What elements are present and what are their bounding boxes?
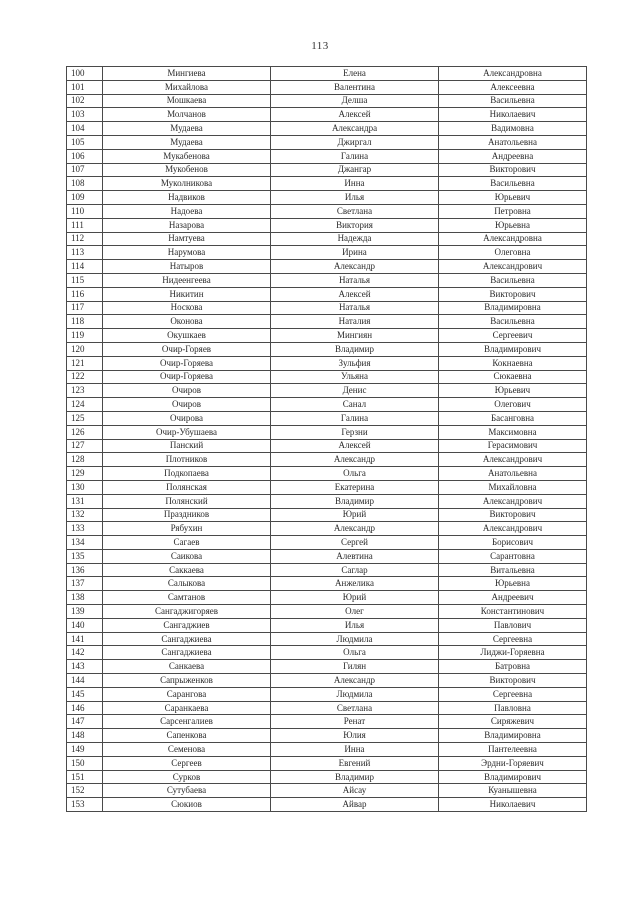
- table-row: [67, 67, 587, 81]
- patronymic-cell: Кокнаевна: [439, 356, 587, 370]
- first-name-cell: Санал: [271, 398, 439, 412]
- row-number-cell: 120: [67, 342, 103, 356]
- patronymic-cell: Лиджи-Горяевна: [439, 646, 587, 660]
- row-number-cell: 152: [67, 784, 103, 798]
- surname-cell: Сангаджиева: [103, 632, 271, 646]
- first-name-cell: Екатерина: [271, 480, 439, 494]
- row-number-cell: 150: [67, 756, 103, 770]
- patronymic-cell: Васильевна: [439, 315, 587, 329]
- table-row: [67, 356, 587, 370]
- surname-cell: Сангаджиева: [103, 646, 271, 660]
- first-name-cell: Ренат: [271, 715, 439, 729]
- page-number: 113: [311, 40, 329, 52]
- patronymic-cell: Витальевна: [439, 563, 587, 577]
- row-number-cell: 121: [67, 356, 103, 370]
- table-row: [67, 632, 587, 646]
- patronymic-cell: Николаевич: [439, 108, 587, 122]
- surname-cell: Очир-Убушаева: [103, 425, 271, 439]
- patronymic-cell: Андреевич: [439, 591, 587, 605]
- row-number-cell: 116: [67, 287, 103, 301]
- patronymic-cell: Александрович: [439, 494, 587, 508]
- patronymic-cell: Михайловна: [439, 480, 587, 494]
- row-number-cell: 134: [67, 536, 103, 550]
- row-number-cell: 144: [67, 674, 103, 688]
- row-number-cell: 142: [67, 646, 103, 660]
- surname-cell: Сергеев: [103, 756, 271, 770]
- row-number-cell: 148: [67, 729, 103, 743]
- surname-cell: Оконова: [103, 315, 271, 329]
- surname-cell: Сутубаева: [103, 784, 271, 798]
- row-number-cell: 112: [67, 232, 103, 246]
- patronymic-cell: Юрьевна: [439, 577, 587, 591]
- table-row: [67, 411, 587, 425]
- surname-cell: Носкова: [103, 301, 271, 315]
- row-number-cell: 117: [67, 301, 103, 315]
- first-name-cell: Наталья: [271, 301, 439, 315]
- table-row: [67, 729, 587, 743]
- surname-cell: Никитин: [103, 287, 271, 301]
- patronymic-cell: Викторович: [439, 287, 587, 301]
- patronymic-cell: Сергеевич: [439, 329, 587, 343]
- patronymic-cell: Сарантовна: [439, 549, 587, 563]
- patronymic-cell: Александровна: [439, 232, 587, 246]
- patronymic-cell: Викторович: [439, 674, 587, 688]
- first-name-cell: Владимир: [271, 770, 439, 784]
- first-name-cell: Виктория: [271, 218, 439, 232]
- patronymic-cell: Александровна: [439, 67, 587, 81]
- table-row: [67, 549, 587, 563]
- first-name-cell: Светлана: [271, 204, 439, 218]
- row-number-cell: 106: [67, 149, 103, 163]
- first-name-cell: Анжелика: [271, 577, 439, 591]
- first-name-cell: Джиргал: [271, 135, 439, 149]
- surname-cell: Полянская: [103, 480, 271, 494]
- table-row: [67, 246, 587, 260]
- first-name-cell: Владимир: [271, 342, 439, 356]
- row-number-cell: 104: [67, 122, 103, 136]
- first-name-cell: Олег: [271, 605, 439, 619]
- first-name-cell: Людмила: [271, 632, 439, 646]
- first-name-cell: Инна: [271, 177, 439, 191]
- table-row: [67, 508, 587, 522]
- table-row: [67, 770, 587, 784]
- first-name-cell: Зульфия: [271, 356, 439, 370]
- patronymic-cell: Юрьевич: [439, 384, 587, 398]
- table-row: [67, 660, 587, 674]
- first-name-cell: Надежда: [271, 232, 439, 246]
- row-number-cell: 105: [67, 135, 103, 149]
- first-name-cell: Айвар: [271, 798, 439, 812]
- surname-cell: Надвиков: [103, 191, 271, 205]
- table-row: [67, 605, 587, 619]
- patronymic-cell: Герасимович: [439, 439, 587, 453]
- patronymic-cell: Викторович: [439, 508, 587, 522]
- surname-cell: Мошкаева: [103, 94, 271, 108]
- first-name-cell: Александр: [271, 260, 439, 274]
- table-row: [67, 480, 587, 494]
- table-row: [67, 494, 587, 508]
- row-number-cell: 119: [67, 329, 103, 343]
- first-name-cell: Ольга: [271, 646, 439, 660]
- row-number-cell: 135: [67, 549, 103, 563]
- row-number-cell: 118: [67, 315, 103, 329]
- surname-cell: Очиров: [103, 384, 271, 398]
- row-number-cell: 141: [67, 632, 103, 646]
- row-number-cell: 103: [67, 108, 103, 122]
- patronymic-cell: Сергеевна: [439, 687, 587, 701]
- first-name-cell: Юрий: [271, 508, 439, 522]
- row-number-cell: 146: [67, 701, 103, 715]
- row-number-cell: 102: [67, 94, 103, 108]
- surname-cell: Плотников: [103, 453, 271, 467]
- table-row: [67, 80, 587, 94]
- surname-cell: Мудаева: [103, 135, 271, 149]
- patronymic-cell: Алексеевна: [439, 80, 587, 94]
- patronymic-cell: Владимировна: [439, 301, 587, 315]
- first-name-cell: Алексей: [271, 287, 439, 301]
- patronymic-cell: Басанговна: [439, 411, 587, 425]
- patronymic-cell: Сергеевна: [439, 632, 587, 646]
- table-row: [67, 577, 587, 591]
- surname-cell: Сапенкова: [103, 729, 271, 743]
- row-number-cell: 132: [67, 508, 103, 522]
- first-name-cell: Галина: [271, 149, 439, 163]
- first-name-cell: Евгений: [271, 756, 439, 770]
- patronymic-cell: Сюкаевна: [439, 370, 587, 384]
- surname-cell: Натыров: [103, 260, 271, 274]
- row-number-cell: 113: [67, 246, 103, 260]
- row-number-cell: 137: [67, 577, 103, 591]
- surname-cell: Очирова: [103, 411, 271, 425]
- row-number-cell: 111: [67, 218, 103, 232]
- first-name-cell: Александр: [271, 522, 439, 536]
- row-number-cell: 126: [67, 425, 103, 439]
- table-row: [67, 163, 587, 177]
- row-number-cell: 123: [67, 384, 103, 398]
- surname-cell: Мукобенов: [103, 163, 271, 177]
- table-row: [67, 135, 587, 149]
- table-row: [67, 108, 587, 122]
- row-number-cell: 129: [67, 467, 103, 481]
- row-number-cell: 131: [67, 494, 103, 508]
- patronymic-cell: Пантелеевна: [439, 743, 587, 757]
- row-number-cell: 114: [67, 260, 103, 274]
- surname-cell: Мингиева: [103, 67, 271, 81]
- surname-cell: Саранкаева: [103, 701, 271, 715]
- row-number-cell: 128: [67, 453, 103, 467]
- first-name-cell: Александр: [271, 674, 439, 688]
- surname-cell: Сурков: [103, 770, 271, 784]
- first-name-cell: Людмила: [271, 687, 439, 701]
- patronymic-cell: Павловна: [439, 701, 587, 715]
- surname-cell: Сагаев: [103, 536, 271, 550]
- patronymic-cell: Анатольевна: [439, 135, 587, 149]
- patronymic-cell: Петровна: [439, 204, 587, 218]
- patronymic-cell: Эрдни-Горяевич: [439, 756, 587, 770]
- patronymic-cell: Владимирович: [439, 770, 587, 784]
- surname-cell: Очир-Горяев: [103, 342, 271, 356]
- table-row: [67, 94, 587, 108]
- table-row: [67, 191, 587, 205]
- patronymic-cell: Александрович: [439, 453, 587, 467]
- first-name-cell: Делша: [271, 94, 439, 108]
- surname-cell: Сангаджиев: [103, 618, 271, 632]
- surname-cell: Самтанов: [103, 591, 271, 605]
- first-name-cell: Илья: [271, 191, 439, 205]
- surname-cell: Нидеенгеева: [103, 273, 271, 287]
- surname-cell: Очир-Горяева: [103, 370, 271, 384]
- first-name-cell: Сергей: [271, 536, 439, 550]
- surname-cell: Санкаева: [103, 660, 271, 674]
- table-row: [67, 218, 587, 232]
- table-row: [67, 439, 587, 453]
- row-number-cell: 147: [67, 715, 103, 729]
- patronymic-cell: Александрович: [439, 260, 587, 274]
- row-number-cell: 140: [67, 618, 103, 632]
- row-number-cell: 109: [67, 191, 103, 205]
- patronymic-cell: Батровна: [439, 660, 587, 674]
- row-number-cell: 143: [67, 660, 103, 674]
- row-number-cell: 108: [67, 177, 103, 191]
- first-name-cell: Саглар: [271, 563, 439, 577]
- table-row: [67, 701, 587, 715]
- table-row: [67, 177, 587, 191]
- patronymic-cell: Юрьевич: [439, 191, 587, 205]
- first-name-cell: Ульяна: [271, 370, 439, 384]
- row-number-cell: 136: [67, 563, 103, 577]
- surname-cell: Рябухин: [103, 522, 271, 536]
- surname-cell: Окушкаев: [103, 329, 271, 343]
- table-row: [67, 398, 587, 412]
- table-row: [67, 315, 587, 329]
- first-name-cell: Денис: [271, 384, 439, 398]
- patronymic-cell: Юрьевна: [439, 218, 587, 232]
- patronymic-cell: Куанышевна: [439, 784, 587, 798]
- roster-table: [66, 66, 587, 812]
- patronymic-cell: Васильевна: [439, 273, 587, 287]
- first-name-cell: Ольга: [271, 467, 439, 481]
- surname-cell: Салыкова: [103, 577, 271, 591]
- first-name-cell: Айсау: [271, 784, 439, 798]
- table-row: [67, 273, 587, 287]
- table-row: [67, 798, 587, 812]
- row-number-cell: 124: [67, 398, 103, 412]
- table-row: [67, 646, 587, 660]
- surname-cell: Панский: [103, 439, 271, 453]
- first-name-cell: Ирина: [271, 246, 439, 260]
- row-number-cell: 133: [67, 522, 103, 536]
- row-number-cell: 153: [67, 798, 103, 812]
- table-row: [67, 425, 587, 439]
- surname-cell: Подкопаева: [103, 467, 271, 481]
- table-row: [67, 563, 587, 577]
- first-name-cell: Джангар: [271, 163, 439, 177]
- table-row: [67, 301, 587, 315]
- table-row: [67, 453, 587, 467]
- patronymic-cell: Константинович: [439, 605, 587, 619]
- first-name-cell: Илья: [271, 618, 439, 632]
- patronymic-cell: Олеговна: [439, 246, 587, 260]
- table-row: [67, 204, 587, 218]
- surname-cell: Семенова: [103, 743, 271, 757]
- surname-cell: Саикова: [103, 549, 271, 563]
- surname-cell: Михайлова: [103, 80, 271, 94]
- row-number-cell: 101: [67, 80, 103, 94]
- first-name-cell: Гилян: [271, 660, 439, 674]
- surname-cell: Очир-Горяева: [103, 356, 271, 370]
- row-number-cell: 127: [67, 439, 103, 453]
- surname-cell: Мудаева: [103, 122, 271, 136]
- patronymic-cell: Максимовна: [439, 425, 587, 439]
- row-number-cell: 107: [67, 163, 103, 177]
- surname-cell: Нарумова: [103, 246, 271, 260]
- surname-cell: Саккаева: [103, 563, 271, 577]
- table-row: [67, 743, 587, 757]
- row-number-cell: 115: [67, 273, 103, 287]
- first-name-cell: Светлана: [271, 701, 439, 715]
- first-name-cell: Мингиян: [271, 329, 439, 343]
- first-name-cell: Александра: [271, 122, 439, 136]
- row-number-cell: 145: [67, 687, 103, 701]
- patronymic-cell: Павлович: [439, 618, 587, 632]
- first-name-cell: Юрий: [271, 591, 439, 605]
- patronymic-cell: Викторович: [439, 163, 587, 177]
- table-row: [67, 715, 587, 729]
- table-row: [67, 260, 587, 274]
- table-row: [67, 467, 587, 481]
- surname-cell: Сарсенгалиев: [103, 715, 271, 729]
- patronymic-cell: Вадимовна: [439, 122, 587, 136]
- patronymic-cell: Александрович: [439, 522, 587, 536]
- first-name-cell: Инна: [271, 743, 439, 757]
- table-row: [67, 232, 587, 246]
- table-row: [67, 687, 587, 701]
- surname-cell: Очиров: [103, 398, 271, 412]
- row-number-cell: 139: [67, 605, 103, 619]
- first-name-cell: Владимир: [271, 494, 439, 508]
- patronymic-cell: Анатольевна: [439, 467, 587, 481]
- table-row: [67, 384, 587, 398]
- patronymic-cell: Андреевна: [439, 149, 587, 163]
- first-name-cell: Александр: [271, 453, 439, 467]
- first-name-cell: Алексей: [271, 108, 439, 122]
- patronymic-cell: Васильевна: [439, 177, 587, 191]
- surname-cell: Сарангова: [103, 687, 271, 701]
- table-row: [67, 370, 587, 384]
- patronymic-cell: Владимирович: [439, 342, 587, 356]
- surname-cell: Мукабенова: [103, 149, 271, 163]
- patronymic-cell: Олегович: [439, 398, 587, 412]
- first-name-cell: Наталья: [271, 273, 439, 287]
- row-number-cell: 125: [67, 411, 103, 425]
- table-row: [67, 536, 587, 550]
- row-number-cell: 138: [67, 591, 103, 605]
- first-name-cell: Алексей: [271, 439, 439, 453]
- patronymic-cell: Сиряжевич: [439, 715, 587, 729]
- patronymic-cell: Владимировна: [439, 729, 587, 743]
- first-name-cell: Наталия: [271, 315, 439, 329]
- table-row: [67, 329, 587, 343]
- patronymic-cell: Борисович: [439, 536, 587, 550]
- table-row: [67, 122, 587, 136]
- surname-cell: Муколникова: [103, 177, 271, 191]
- table-row: [67, 618, 587, 632]
- first-name-cell: Валентина: [271, 80, 439, 94]
- row-number-cell: 151: [67, 770, 103, 784]
- row-number-cell: 110: [67, 204, 103, 218]
- table-row: [67, 591, 587, 605]
- table-row: [67, 287, 587, 301]
- surname-cell: Намтуева: [103, 232, 271, 246]
- surname-cell: Сапрыженков: [103, 674, 271, 688]
- surname-cell: Сюкиов: [103, 798, 271, 812]
- table-row: [67, 149, 587, 163]
- surname-cell: Праздников: [103, 508, 271, 522]
- patronymic-cell: Васильевна: [439, 94, 587, 108]
- row-number-cell: 100: [67, 67, 103, 81]
- first-name-cell: Герзни: [271, 425, 439, 439]
- table-row: [67, 674, 587, 688]
- first-name-cell: Елена: [271, 67, 439, 81]
- surname-cell: Сангаджигоряев: [103, 605, 271, 619]
- row-number-cell: 122: [67, 370, 103, 384]
- surname-cell: Молчанов: [103, 108, 271, 122]
- table-row: [67, 522, 587, 536]
- row-number-cell: 149: [67, 743, 103, 757]
- first-name-cell: Юлия: [271, 729, 439, 743]
- row-number-cell: 130: [67, 480, 103, 494]
- table-row: [67, 756, 587, 770]
- first-name-cell: Алевтина: [271, 549, 439, 563]
- roster-body: [67, 67, 587, 812]
- surname-cell: Надоева: [103, 204, 271, 218]
- surname-cell: Назарова: [103, 218, 271, 232]
- patronymic-cell: Николаевич: [439, 798, 587, 812]
- table-row: [67, 784, 587, 798]
- first-name-cell: Галина: [271, 411, 439, 425]
- table-row: [67, 342, 587, 356]
- surname-cell: Полянский: [103, 494, 271, 508]
